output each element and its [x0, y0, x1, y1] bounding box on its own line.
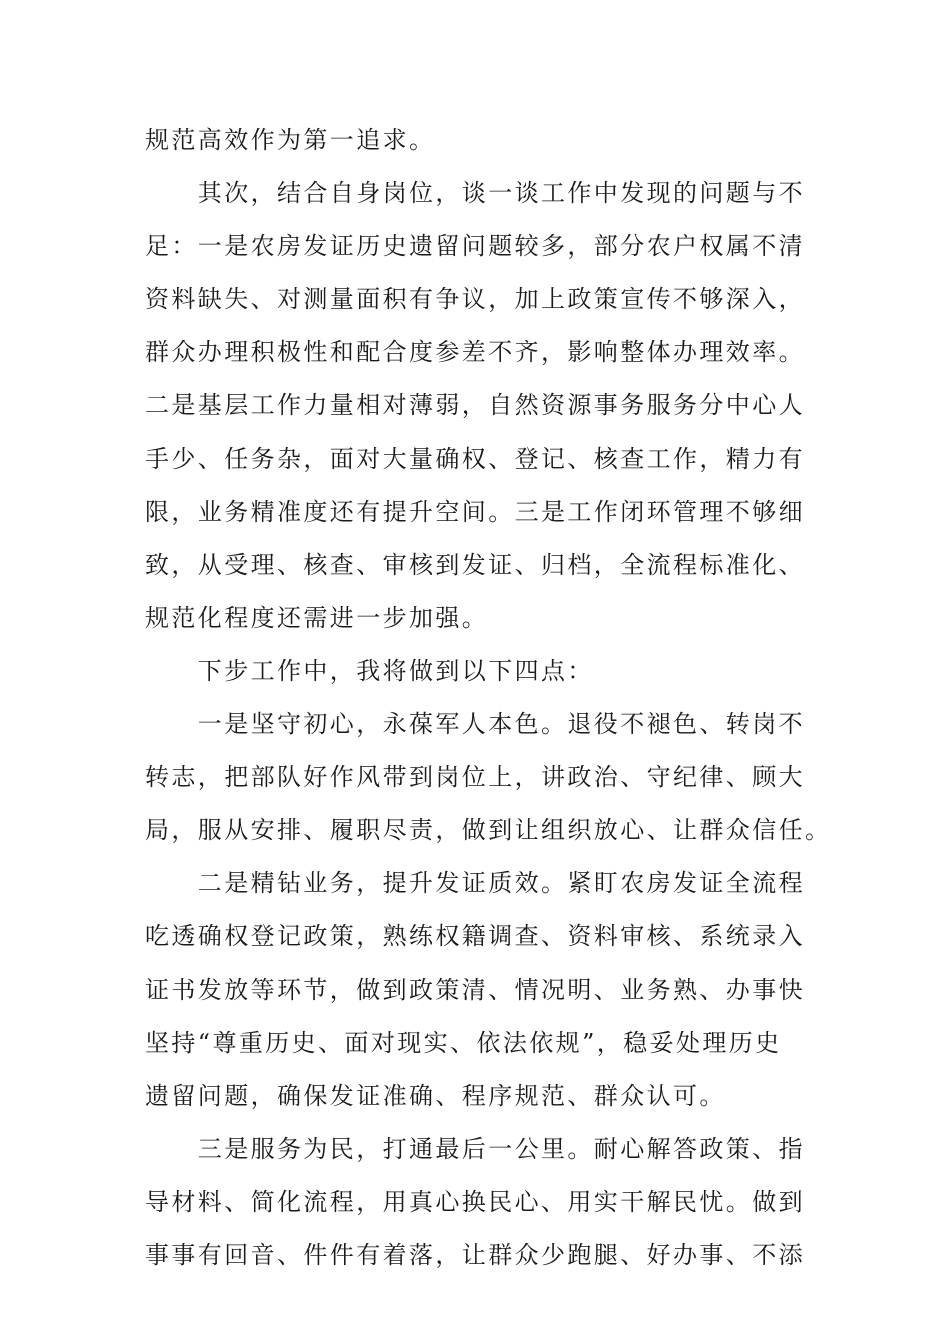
text-line: 转志，把部队好作风带到岗位上，讲政治、守纪律、顾大: [145, 763, 805, 792]
text-line: 二是基层工作力量相对薄弱，自然资源事务服务分中心人: [145, 391, 805, 420]
text-line: 事事有回音、件件有着落，让群众少跑腿、好办事、不添: [145, 1240, 805, 1269]
text-line: 资料缺失、对测量面积有争议，加上政策宣传不够深入，: [145, 285, 805, 314]
text-line: 局，服从安排、履职尽责，做到让组织放心、让群众信任。: [145, 816, 832, 845]
text-line: 限，业务精准度还有提升空间。三是工作闭环管理不够细: [145, 497, 805, 526]
document-body: [145, 114, 832, 1282]
text-line: 足：一是农房发证历史遗留问题较多，部分农户权属不清: [145, 232, 805, 261]
text-line: 规范高效作为第一追求。: [145, 126, 436, 154]
text-line: 证书发放等环节，做到政策清、情况明、业务熟、办事快: [145, 975, 805, 1004]
text-line: 遗留问题，确保发证准确、程序规范、群众认可。: [145, 1081, 726, 1110]
text-line: 规范化程度还需进一步加强。: [145, 603, 489, 632]
text-line: 致，从受理、核查、审核到发证、归档，全流程标准化、: [145, 550, 805, 579]
text-line: 手少、任务杂，面对大量确权、登记、核查工作，精力有: [145, 444, 805, 473]
paragraph-start-line: 下步工作中，我将做到以下四点：: [197, 656, 594, 685]
paragraph-start-line: 三是服务为民，打通最后一公里。耐心解答政策、指: [197, 1134, 805, 1163]
text-line: 吃透确权登记政策，熟练权籍调查、资料审核、系统录入: [145, 922, 805, 951]
text-line: 坚持“尊重历史、面对现实、依法依规”，稳妥处理历史: [145, 1028, 782, 1057]
paragraph-start-line: 其次，结合自身岗位，谈一谈工作中发现的问题与不: [197, 179, 805, 208]
text-line: 导材料、简化流程，用真心换民心、用实干解民忧。做到: [145, 1187, 805, 1216]
paragraph-start-line: 二是精钻业务，提升发证质效。紧盯农房发证全流程: [197, 869, 805, 898]
paragraph-start-line: 一是坚守初心，永葆军人本色。退役不褪色、转岗不: [197, 710, 805, 739]
text-line: 群众办理积极性和配合度参差不齐，影响整体办理效率。: [145, 338, 805, 367]
